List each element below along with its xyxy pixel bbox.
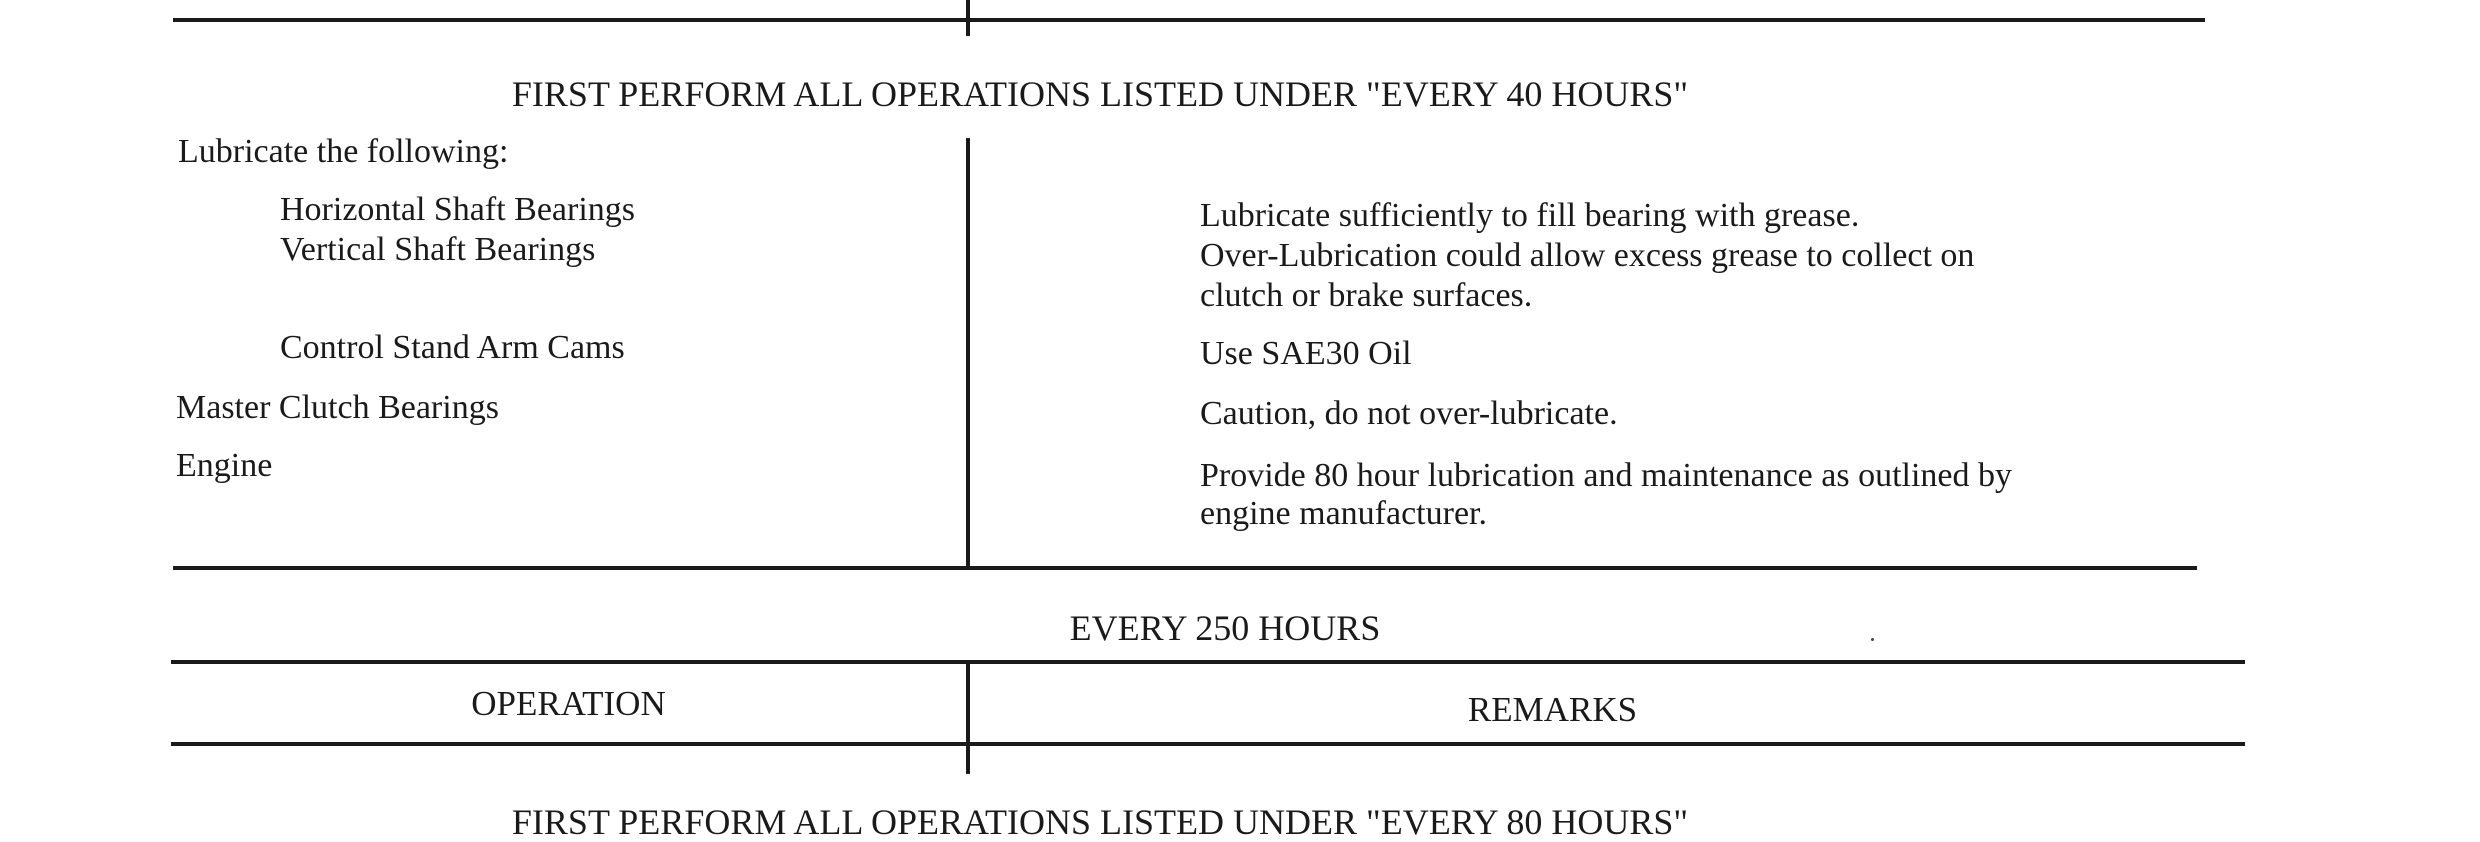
remark-fill-bearing: Lubricate sufficiently to fill bearing with grease. [1200, 197, 1860, 234]
header-bottom-rule [171, 742, 2245, 746]
remark-80-hour-maintenance: Provide 80 hour lubrication and maintenance as outlined by [1200, 457, 2013, 494]
every-250-hours-title: EVERY 250 HOURS [1069, 608, 1381, 648]
remark-over-lubrication: Over-Lubrication could allow excess grease to collect on [1200, 237, 1975, 274]
lubricate-intro: Lubricate the following: [178, 133, 509, 170]
banner-every-40-hours: FIRST PERFORM ALL OPERATIONS LISTED UNDER "EVERY 40 HOURS" [511, 74, 1689, 114]
operation-control-stand-arm-cams: Control Stand Arm Cams [280, 329, 625, 366]
operation-horizontal-shaft-bearings: Horizontal Shaft Bearings [280, 191, 636, 228]
operation-engine: Engine [176, 447, 273, 484]
header-top-rule [171, 660, 2245, 664]
remark-caution-over-lubricate: Caution, do not over-lubricate. [1200, 395, 1618, 432]
column-divider [966, 138, 970, 570]
column-divider-top-stub [966, 0, 970, 36]
stray-mark [1871, 638, 1874, 641]
banner-every-80-hours: FIRST PERFORM ALL OPERATIONS LISTED UNDER "EVERY 80 HOURS" [511, 802, 1689, 842]
column-header-operation: OPERATION [471, 684, 666, 723]
section-40-bottom-rule [173, 566, 2197, 570]
operation-master-clutch-bearings: Master Clutch Bearings [176, 389, 499, 426]
column-header-remarks: REMARKS [1467, 690, 1638, 729]
operation-vertical-shaft-bearings: Vertical Shaft Bearings [280, 231, 596, 268]
top-rule [173, 18, 2205, 22]
remark-clutch-brake: clutch or brake surfaces. [1200, 277, 1533, 314]
remark-engine-manufacturer: engine manufacturer. [1200, 495, 1487, 532]
remark-sae30-oil: Use SAE30 Oil [1200, 335, 1412, 372]
